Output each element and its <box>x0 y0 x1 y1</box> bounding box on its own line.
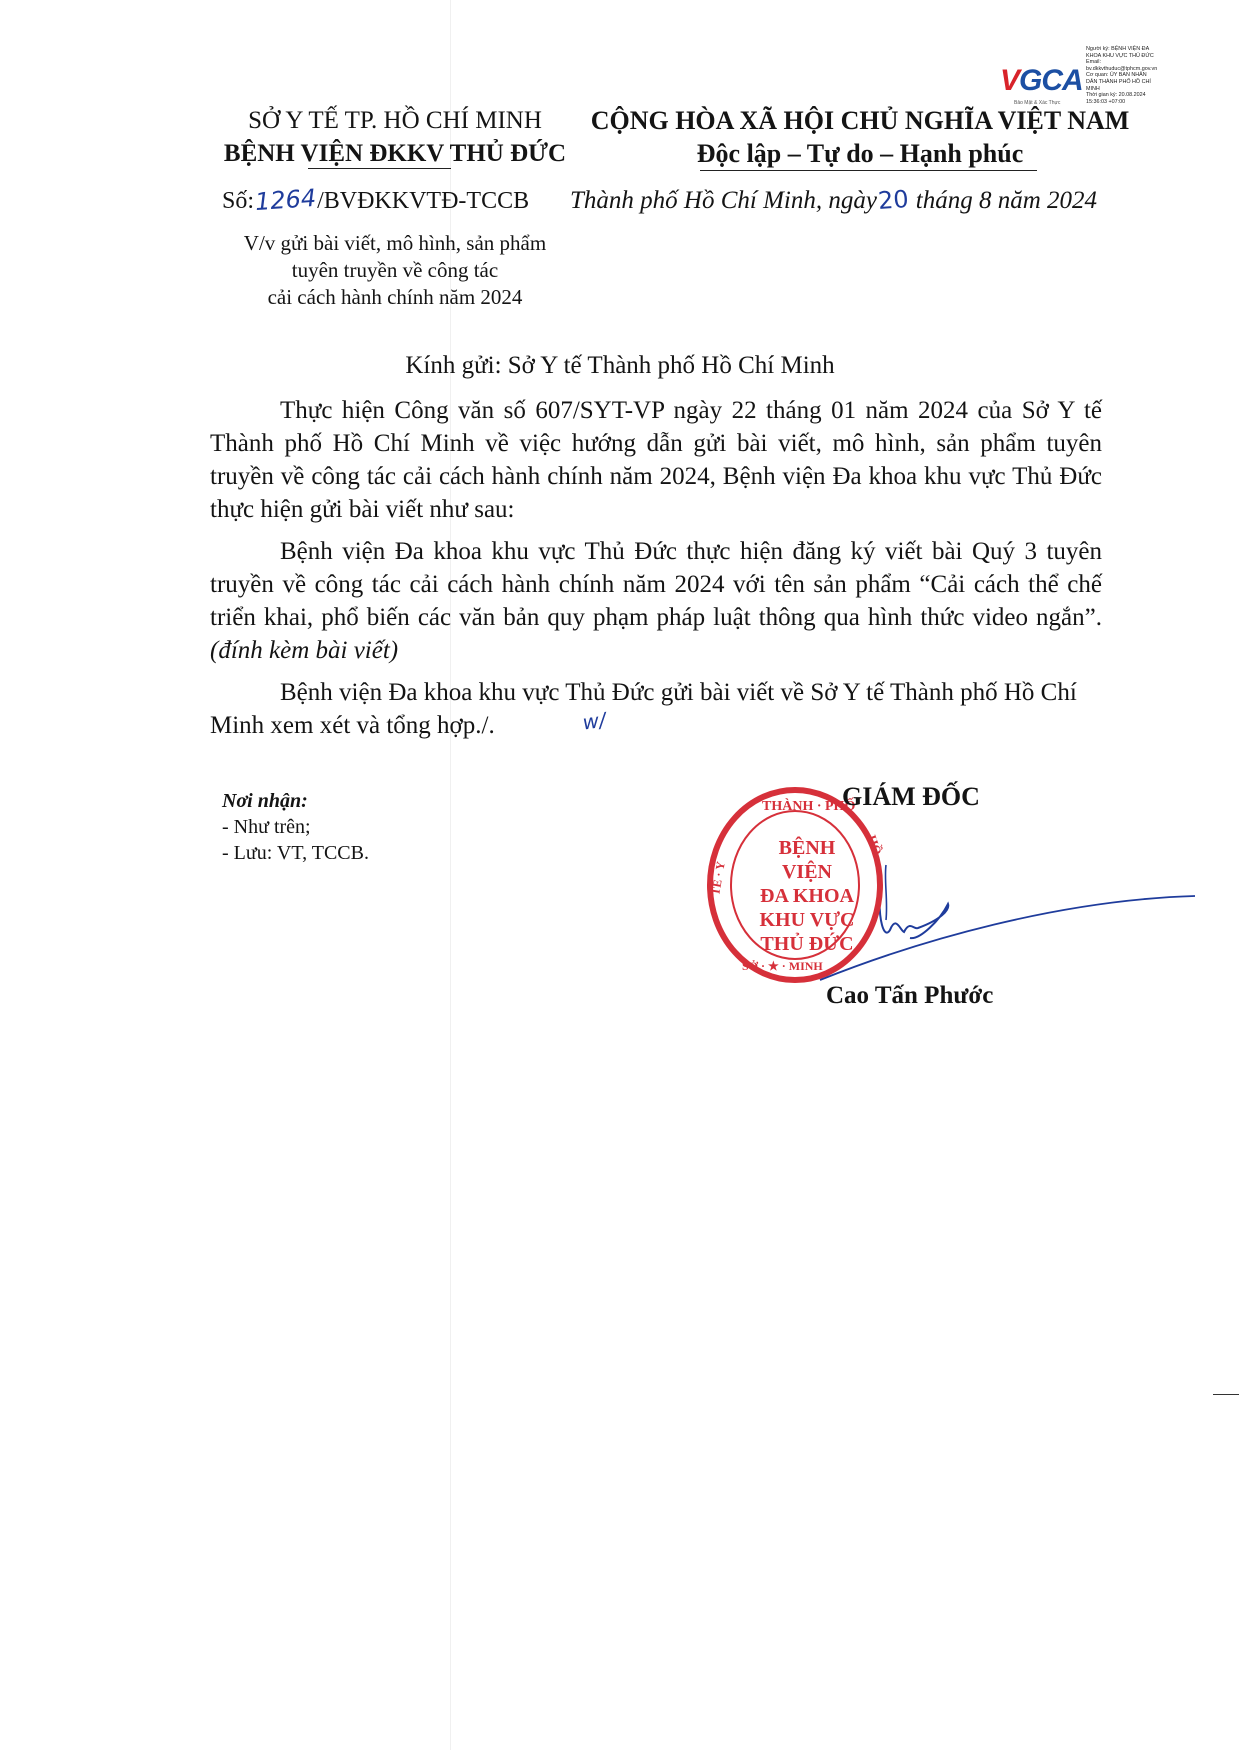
national-motto: Độc lập – Tự do – Hạnh phúc <box>696 139 1024 168</box>
signer-name: Cao Tấn Phước <box>826 982 994 1009</box>
subject-summary: V/v gửi bài viết, mô hình, sản phẩm tuyên truyền về công tác cải cách hành chính năm 2024 <box>243 231 547 309</box>
seal-center-text: BỆNH VIỆN ĐA KHOA KHU VỰC THỦ ĐỨC <box>759 837 855 955</box>
handwritten-day: 20 <box>877 184 910 216</box>
seal-outer-top: THÀNH · PHỐ <box>762 799 856 814</box>
vgca-logo: VGCA <box>1000 64 1083 97</box>
org-underline <box>308 168 451 169</box>
letter-body <box>210 394 1102 752</box>
body-paragraph-1: Thực hiện Công văn số 607/SYT-VP ngày 22 tháng 01 năm 2024 của Sở Y tế Thành phố Hồ Chí Minh về việc hướng dẫn gửi bài viết, mô hình, sản phẩm tuyên truyền về công tác cải cách hành chính năm 2024, Bệnh viện Đa khoa khu vực Thủ Đức thực hiện gửi bài viết như sau: <box>210 397 1102 523</box>
nation-title: CỘNG HÒA XÃ HỘI CHỦ NGHĨA VIỆT NAM <box>590 106 1130 135</box>
distribution-item: - Lưu: VT, TCCB. <box>222 842 369 864</box>
vgca-tagline: Bảo Mật & Xác Thực <box>1014 100 1061 106</box>
recipient-line: Kính gửi: Sở Y tế Thành phố Hồ Chí Minh <box>405 352 835 379</box>
place-date: Thành phố Hồ Chí Minh, ngày20 tháng 8 năm 2024 <box>570 184 1097 216</box>
motto-underline <box>700 170 1037 171</box>
body-paragraph-3: Bệnh viện Đa khoa khu vực Thủ Đức gửi bài viết về Sở Y tế Thành phố Hồ Chí Minh xem xét và tổng hợp./. w/ <box>210 676 1102 743</box>
org-name: BỆNH VIỆN ĐKKV THỦ ĐỨC <box>223 140 567 167</box>
seal-outer-left: TẾ · Y <box>708 860 728 897</box>
document-number: Số:1264/BVĐKKVTĐ-TCCB <box>222 183 530 217</box>
attachment-note: (đính kèm bài viết) <box>210 637 399 664</box>
distribution-item: - Như trên; <box>222 816 311 838</box>
issuing-organization <box>200 104 590 170</box>
signature-meta: Người ký: BỆNH VIỆN ĐA KHOA KHU VỰC THỦ ĐỨC Email: bv.dkkvthuduc@tphcm.gov.vn Cơ quan: ỦY BAN NHÂN DÂN THÀNH PHỐ HỒ CHÍ MINH Thời gian ký: 20.08.2024 15:36:03 +07:00 <box>1086 46 1158 105</box>
seal-outer-right: HỒ <box>864 833 886 858</box>
seal-outer-bottom: SỞ · ★ · MINH <box>742 959 823 973</box>
handwritten-number: 1264 <box>254 183 317 217</box>
national-header <box>580 104 1140 170</box>
signer-title: GIÁM ĐỐC <box>842 782 980 811</box>
initial-check-mark: w/ <box>580 707 607 735</box>
distribution-title: Nơi nhận: <box>222 790 308 812</box>
distribution-list <box>222 788 369 866</box>
org-parent: SỞ Y TẾ TP. HỒ CHÍ MINH <box>248 107 542 134</box>
body-paragraph-2: Bệnh viện Đa khoa khu vực Thủ Đức thực hiện đăng ký viết bài Quý 3 tuyên truyền về công tác cải cách hành chính năm 2024 với tên sản phẩm “Cải cách thể chế triển khai, phổ biến các văn bản quy phạm pháp luật thông qua hình thức video ngắn”. (đính kèm bài viết) <box>210 538 1102 664</box>
scan-edge-mark <box>1213 1394 1239 1395</box>
